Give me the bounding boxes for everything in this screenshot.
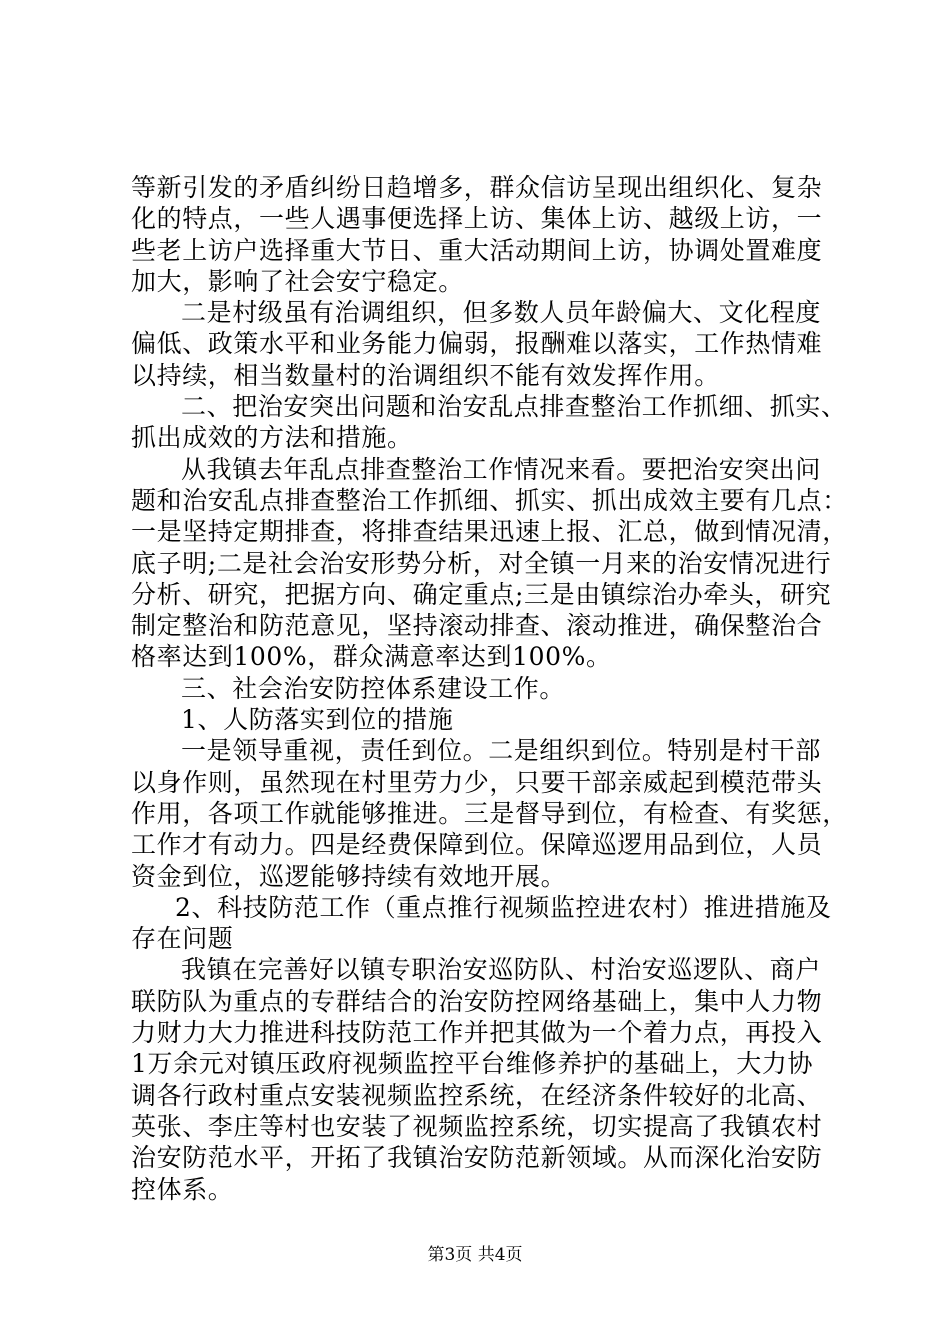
text-line: 工作才有动力。四是经费保障到位。保障巡逻用品到位，人员 [131, 830, 823, 860]
text-line: 力财力大力推进科技防范工作并把其做为一个着力点，再投入 [131, 1018, 823, 1048]
text-line: 我镇在完善好以镇专职治安巡防队、村治安巡逻队、商户 [181, 955, 822, 985]
text-line: 一是领导重视，责任到位。二是组织到位。特别是村干部 [181, 736, 822, 766]
text-line: 一是坚持定期排查，将排查结果迅速上报、汇总，做到情况清， [131, 517, 848, 547]
text-line: 些老上访户选择重大节日、重大活动期间上访，协调处置难度 [131, 235, 823, 265]
text-line: 二是村级虽有治调组织，但多数人员年龄偏大、文化程度 [181, 298, 822, 328]
text-line: 1、人防落实到位的措施 [181, 705, 454, 735]
text-line: 分析、研究，把据方向、确定重点;三是由镇综治办牵头，研究 [131, 579, 832, 609]
page-number-footer: 第3页 共4页 [427, 1245, 523, 1265]
text-line: 底子明;二是社会治安形势分析，对全镇一月来的治安情况进行 [131, 548, 832, 578]
text-line: 英张、李庄等村也安装了视频监控系统，切实提高了我镇农村 [131, 1111, 823, 1141]
text-line: 格率达到100%，群众满意率达到100%。 [131, 642, 612, 672]
text-line: 题和治安乱点排查整治工作抓细、抓实、抓出成效主要有几点： [131, 485, 848, 515]
text-line: 1万余元对镇压政府视频监控平台维修养护的基础上，大力协 [131, 1049, 814, 1079]
text-line: 治安防范水平，开拓了我镇治安防范新领域。从而深化治安防 [131, 1143, 823, 1173]
text-line: 三、社会治安防控体系建设工作。 [181, 673, 566, 703]
text-line: 2、科技防范工作（重点推行视频监控进农村）推进措施及 [175, 892, 832, 922]
text-line: 二、把治安突出问题和治安乱点排查整治工作抓细、抓实、 [181, 392, 847, 422]
text-line: 抓出成效的方法和措施。 [131, 423, 413, 453]
text-line: 化的特点，一些人遇事便选择上访、集体上访、越级上访，一 [131, 204, 823, 234]
text-line: 调各行政村重点安装视频监控系统，在经济条件较好的北高、 [131, 1080, 823, 1110]
text-line: 偏低、政策水平和业务能力偏弱，报酬难以落实，工作热情难 [131, 329, 823, 359]
text-line: 等新引发的矛盾纠纷日趋增多，群众信访呈现出组织化、复杂 [131, 173, 823, 202]
text-line: 存在问题 [131, 924, 234, 954]
text-line: 联防队为重点的专群结合的治安防控网络基础上，集中人力物 [131, 986, 823, 1016]
text-line: 资金到位，巡逻能够持续有效地开展。 [131, 861, 567, 891]
text-line: 以身作则，虽然现在村里劳力少，只要干部亲威起到模范带头 [131, 767, 823, 797]
text-line: 控体系。 [131, 1174, 234, 1204]
text-line: 从我镇去年乱点排查整治工作情况来看。要把治安突出问 [181, 454, 822, 484]
document-body [131, 172, 848, 1205]
text-line: 加大，影响了社会安宁稳定。 [131, 266, 464, 296]
text-line: 制定整治和防范意见，坚持滚动排查、滚动推进，确保整治合 [131, 611, 823, 641]
text-line: 作用，各项工作就能够推进。三是督导到位，有检查、有奖惩， [131, 798, 848, 828]
text-line: 以持续，相当数量村的治调组织不能有效发挥作用。 [131, 360, 720, 390]
